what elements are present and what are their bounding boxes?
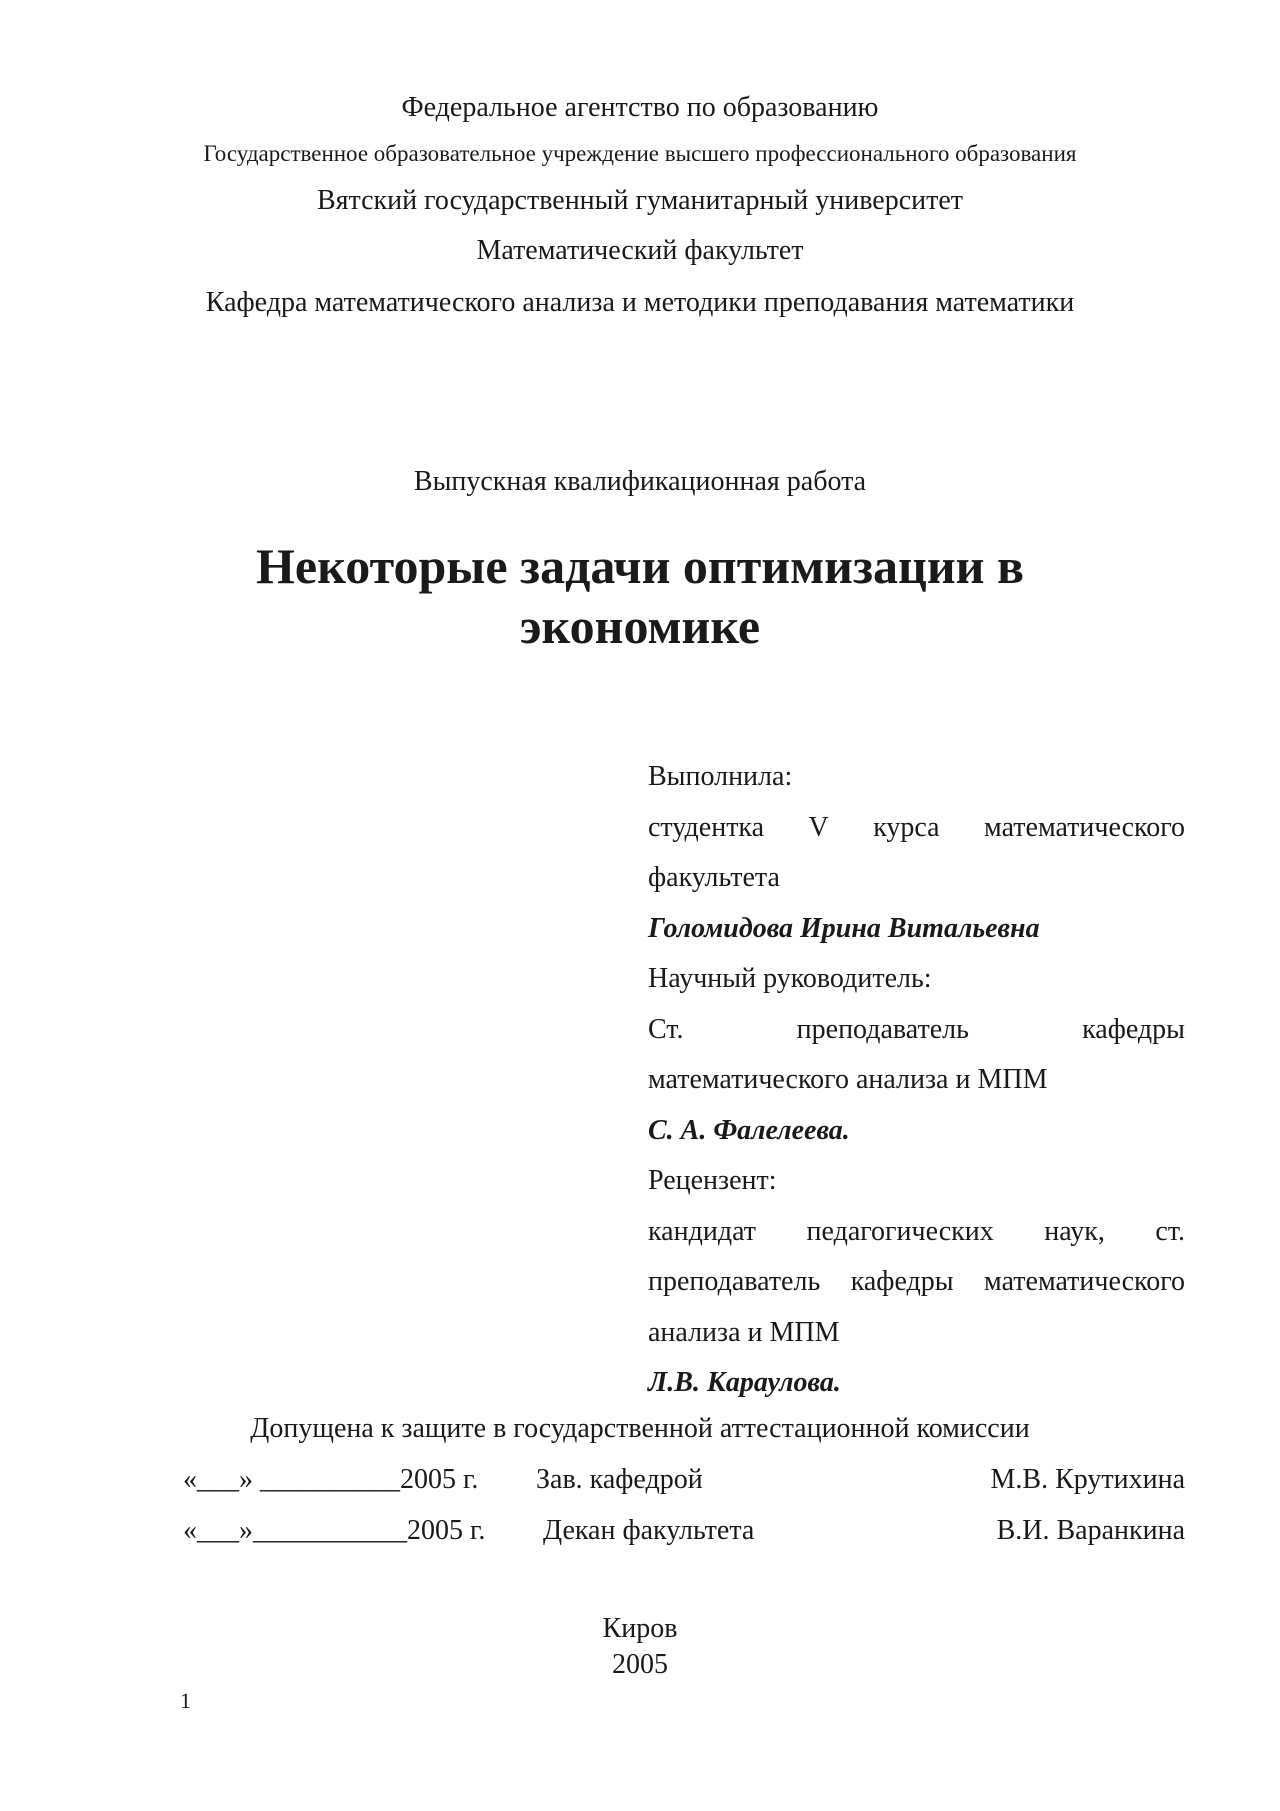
supervisor-label: Научный руководитель: (648, 963, 932, 994)
performed-label: Выполнила: (648, 761, 793, 792)
department-name: Кафедра математического анализа и методики преподавания математики (205, 287, 1075, 318)
reviewer-desc-word: кафедры (850, 1266, 954, 1297)
reviewer-desc-word: преподаватель (648, 1266, 821, 1297)
supervisor-desc-word: Ст. (648, 1013, 684, 1045)
signature-row (183, 1515, 1185, 1547)
signature-name: М.В. Крутихина (990, 1464, 1185, 1495)
student-desc-word: V (808, 811, 829, 843)
supervisor-desc-word: преподаватель (796, 1013, 969, 1045)
reviewer-description-end: анализа и МПМ (648, 1316, 840, 1348)
university-name: Вятский государственный гуманитарный университет (316, 185, 964, 216)
student-desc-word: курса (873, 811, 940, 843)
work-type: Выпускная квалификационная работа (413, 466, 867, 497)
reviewer-description-line-2 (648, 1257, 1185, 1308)
signature-role: Декан факультета (543, 1515, 755, 1546)
signature-row (183, 1464, 1185, 1496)
signature-role: Зав. кафедрой (536, 1464, 703, 1495)
student-description-end: факультета (648, 862, 780, 893)
thesis-title-line-2: экономике (519, 598, 761, 654)
reviewer-label: Рецензент: (648, 1165, 777, 1196)
agency-name: Федеральное агентство по образованию (401, 92, 879, 123)
supervisor-desc-word: кафедры (1082, 1013, 1185, 1045)
student-desc-word: студентка (648, 811, 765, 843)
reviewer-desc-word: кандидат (648, 1215, 757, 1247)
page-number: 1 (180, 1688, 191, 1713)
thesis-title-line-1: Некоторые задачи оптимизации в (256, 538, 1024, 594)
city: Киров (602, 1613, 678, 1644)
signature-date: «___» __________2005 г. (183, 1464, 479, 1495)
reviewer-desc-word: математического (984, 1266, 1185, 1297)
signature-date: «___»___________2005 г. (183, 1515, 486, 1546)
student-name: Голомидова Ирина Витальевна (648, 912, 1040, 944)
signature-name: В.И. Варанкина (996, 1515, 1185, 1546)
author-info-block (648, 752, 1185, 1409)
reviewer-name: Л.В. Караулова. (648, 1367, 841, 1398)
supervisor-description-line (648, 1005, 1185, 1056)
supervisor-description-end: математического анализа и МПМ (648, 1064, 1048, 1095)
supervisor-name: С. А. Фалелеева. (648, 1114, 850, 1146)
reviewer-desc-word: педагогических (806, 1215, 994, 1247)
year: 2005 (612, 1649, 668, 1680)
faculty-name: Математический факультет (476, 235, 804, 266)
reviewer-desc-word: наук, (1044, 1215, 1105, 1247)
student-description-line (648, 803, 1185, 854)
thesis-title (180, 536, 1100, 656)
reviewer-desc-word: ст. (1155, 1215, 1185, 1247)
reviewer-description-line-1 (648, 1207, 1185, 1258)
student-desc-word: математического (984, 811, 1185, 843)
admission-statement: Допущена к защите в государственной аттестационной комиссии (250, 1413, 1030, 1444)
institution-name: Государственное образовательное учреждение высшего профессионального образования (203, 141, 1077, 166)
